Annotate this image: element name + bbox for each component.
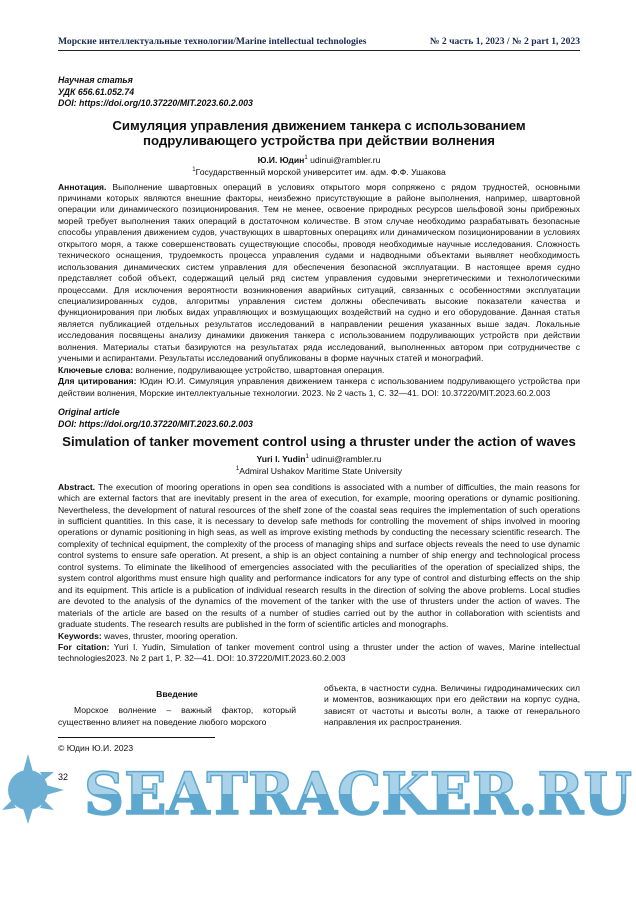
abstract-text-en: The execution of mooring operations in open sea conditions is associated with a number of difficulties, the main reasons for which are external factors that are inevitably present in the area of execution, for example, mooring operations or dynamic positioning. Nevertheless, the development of natural resources of the shelf zone of the coastal seas requires the implementation of such operations in sufficient quantities. In this case, it is necessary to develop safe methods for controlling the movement of ships involved in mooring operations or dynamic positioning in high seas, as well as improve existing methods by conducting the necessary scientific research. The complexity of technical equipment, the complexity of the process of managing ships and surface objects reveals the need to use dynamic control systems to ensure safe operation. At present, a ship is an object containing a number of ship energy and technological process control systems. To eliminate the likelihood of emergencies associated with the peculiarities of the operation of specialized ships, the system control algorithms must ensure high quality and performance indicators for any type of control and disturbing effects on the ship and its equipment. This article is a publication of individual research results in the direction of solving the above problems. Local studies are devoted to the analysis of the dynamics of the movement of the tanker with the use of thrusters under the action of waves. The materials of the article are based on the results of a number of studies carried out by the author in collaboration with scientists and graduate students. The research results are published in the form of scientific articles and monographs.	[58, 481, 580, 630]
citation-text-en: Yuri I. Yudin, Simulation of tanker movement control using a thruster under the action of waves, Marine intellectual technologies2023. № 2 part 1, P. 32—41. DOI: 10.37220/MIT.2023.60.2.003	[58, 641, 580, 664]
ru-keywords	[58, 365, 580, 376]
citation-text: Юдин Ю.И. Симуляция управления движением танкера с использованием подруливающего устройства при действии волнения, Морские интеллектуальные технологии. 2023. № 2 часть 1, С. 32—41. DOI: 10.37220/MIT.2023.60.2.003	[58, 376, 581, 398]
affiliation-sup-en: 1	[235, 465, 240, 472]
en-abstract	[58, 482, 580, 631]
en-keywords	[58, 631, 580, 642]
abstract-label-en: Abstract.	[58, 481, 96, 492]
abstract-label: Аннотация.	[58, 181, 107, 192]
affiliation-en: Admiral Ushakov Maritime State University	[239, 465, 403, 476]
en-meta	[58, 407, 580, 430]
en-citation	[58, 642, 580, 665]
ru-title-line2: подруливающего устройства при действии волнения	[143, 133, 495, 148]
author-sup: 1	[304, 154, 308, 161]
ru-meta	[58, 75, 580, 110]
keywords-text-en: waves, thruster, mooring operation.	[104, 630, 238, 641]
intro-text-right: объекта, в частности судна. Величины гидродинамических сил и моментов, возникающих при его действии на корпус судна, зависят от частоты и высоты волн, а также от генерального направления их распространения.	[324, 682, 580, 728]
left-column	[58, 683, 296, 729]
footnote-rule	[58, 737, 215, 738]
sun-icon	[2, 754, 64, 824]
author-sup-en: 1	[305, 453, 309, 460]
affiliation: Государственный морской университет им. адм. Ф.Ф. Ушакова	[195, 166, 446, 177]
body-columns	[58, 683, 580, 729]
watermark	[0, 754, 636, 824]
issue-info: № 2 часть 1, 2023 / № 2 part 1, 2023	[429, 36, 580, 47]
ru-title	[58, 118, 580, 149]
author-email[interactable]: udinui@rambler.ru	[310, 154, 381, 165]
author-name: Ю.И. Юдин	[257, 154, 305, 165]
citation-label: Для цитирования:	[58, 376, 137, 387]
footer-row	[0, 754, 636, 824]
en-authors	[58, 453, 580, 477]
keywords-text: волнение, подруливающее устройство, швартовная операция.	[135, 364, 385, 375]
running-header	[58, 36, 580, 51]
intro-text-left: Морское волнение – важный фактор, который существенно влияет на поведение любого морского	[58, 705, 296, 727]
doi-en[interactable]: DOI: https://doi.org/10.37220/MIT.2023.60.2.003	[58, 418, 253, 429]
author-name-en: Yuri I. Yudin	[256, 453, 306, 464]
en-title: Simulation of tanker movement control using a thruster under the action of waves	[62, 434, 576, 450]
ru-authors	[58, 154, 580, 178]
doi[interactable]: DOI: https://doi.org/10.37220/MIT.2023.60.2.003	[58, 98, 253, 108]
watermark-text: SEATRACKER.RU	[84, 759, 632, 824]
ru-citation	[58, 376, 580, 399]
ru-abstract-block	[58, 182, 580, 400]
affiliation-sup: 1	[192, 166, 196, 173]
keywords-label-en: Keywords:	[58, 630, 102, 641]
author-email-en[interactable]: udinui@rambler.ru	[311, 453, 382, 464]
page-number: 32	[58, 771, 69, 782]
keywords-label: Ключевые слова:	[58, 364, 134, 375]
udc: УДК 656.61.052.74	[58, 86, 135, 97]
article-type-en: Original article	[58, 407, 120, 418]
abstract-text: Выполнение швартовных операций в условиях открытого моря сопряжено с рядом трудностей, основными причинами которых являются внешние факторы, неизбежно присутствующие в районе выполнения, например, швартовной операции или динамического позиционирования. Тем не менее, освоение природных ресурсов шельфовой зоны прибрежных морей требует выполнения таких операций в достаточном количестве. В этом случае необходимо разрабатывать безопасные способы управления движением судов, участвующих в швартовных операциях или динамическом позиционировании в условиях открытого моря, а также совершенствовать существующие способы, проводя необходимые научные исследования. Сложность технического оснащения, трудоемкость процесса управления судами и надводными объектами выявляет необходимость использования динамических систем управления для обеспечения безопасной эксплуатации. В настоящее время судно представляет собой объект, содержащий целый ряд систем управления судовыми энергетическими и технологическими процессами. Для исключения вероятности возникновения аварийных ситуаций, связанных с особенностями эксплуатации специализированных судов, алгоритмы управления систем должны обеспечивать высокие показатели качества и функционирования при любых видах управляющих и возмущающих воздействий на судно и его оборудование. Данная статья является публикацией отдельных результатов исследований в направлении решения указанных выше задач. Локальные исследования посвящены анализу динамики движения танкера с использованием подруливающих устройств при действии волнения. Материалы статьи базируются на результатах ряда исследований, выполненных автором при сотрудничестве с учеными и аспирантами. Результаты исследований опубликованы в форме научных статей и монографий.	[58, 181, 580, 364]
ru-abstract	[58, 182, 580, 365]
copyright: © Юдин Ю.И. 2023	[58, 742, 134, 753]
en-abstract-block	[58, 482, 580, 665]
citation-label-en: For citation:	[58, 641, 110, 652]
journal-name: Морские интеллектуальные технологии/Marine intellectual technologies	[58, 36, 367, 47]
section-heading: Введение	[156, 688, 198, 699]
article-type: Научная статья	[58, 75, 133, 85]
ru-title-line1: Симуляция управления движением танкера с использованием	[112, 117, 526, 133]
